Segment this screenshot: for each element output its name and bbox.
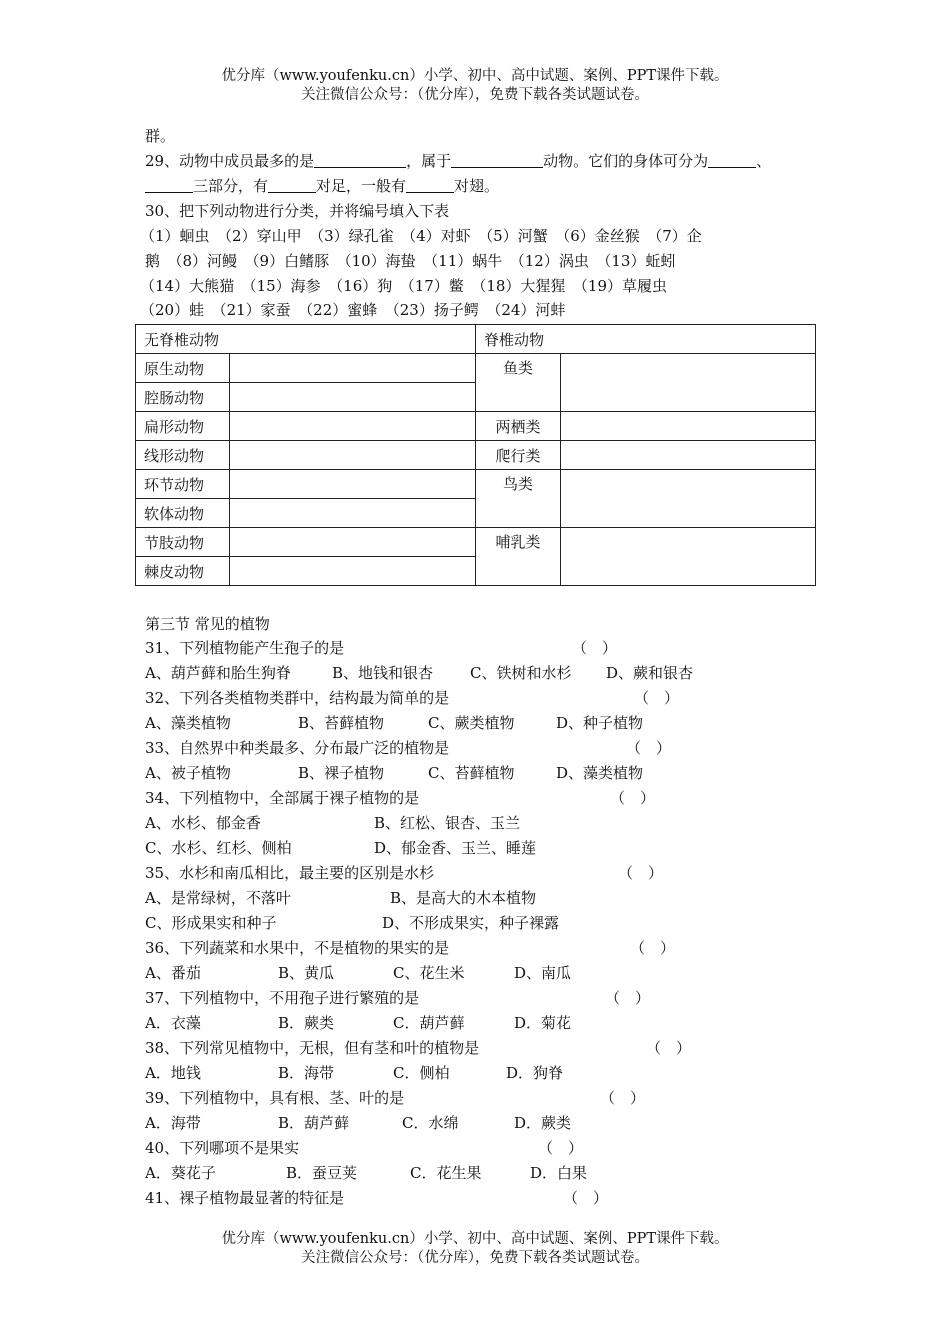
answer-paren[interactable]: （ ） <box>572 639 618 657</box>
option: D．白果 <box>530 1164 588 1182</box>
option: C、花生米 <box>393 964 465 982</box>
option: C、形成果实和种子 <box>145 914 277 932</box>
answer-paren[interactable]: （ ） <box>626 739 672 757</box>
page-footer <box>0 1230 950 1268</box>
q30-list-line-4: （20）蛙 （21）家蚕 （22）蜜蜂 （23）扬子鳄 （24）河蚌 <box>140 301 566 319</box>
q30-list-line-1: （1）蛔虫 （2）穿山甲 （3）绿孔雀 （4）对虾 （5）河蟹 （6）金丝猴 （7）企 <box>140 227 702 245</box>
answer-cell[interactable] <box>561 470 816 528</box>
answer-cell[interactable] <box>561 354 816 412</box>
option: D．蕨类 <box>514 1114 572 1132</box>
group-label: 棘皮动物 <box>136 557 230 586</box>
q29-blank-5[interactable] <box>268 177 316 193</box>
option: B．海带 <box>278 1064 335 1082</box>
option: D．菊花 <box>514 1014 572 1032</box>
q38-stem: 38、下列常见植物中，无根，但有茎和叶的植物是 <box>145 1039 480 1057</box>
table-row <box>136 528 816 557</box>
option: A、藻类植物 <box>145 714 231 732</box>
footer-line-1: 优分库（www.youfenku.cn）小学、初中、高中试题、案例、PPT课件下载。 <box>221 1231 729 1247</box>
q29-text-4: 、 <box>756 152 772 170</box>
answer-paren[interactable]: （ ） <box>634 689 680 707</box>
q41-stem: 41、裸子植物最显著的特征是 <box>145 1189 345 1207</box>
classification-table <box>135 324 816 586</box>
q29-blank-1[interactable] <box>314 152 406 168</box>
table-header-row <box>136 325 816 354</box>
option: D、不形成果实，种子裸露 <box>382 914 560 932</box>
option: B、地钱和银杏 <box>332 664 434 682</box>
answer-cell[interactable] <box>230 470 476 499</box>
option: B．葫芦藓 <box>278 1114 350 1132</box>
answer-paren[interactable]: （ ） <box>538 1139 584 1157</box>
group-label: 鸟类 <box>476 470 561 528</box>
page-header <box>0 67 950 105</box>
q37-stem: 37、下列植物中，不用孢子进行繁殖的是 <box>145 989 420 1007</box>
answer-paren[interactable]: （ ） <box>605 989 651 1007</box>
option: B、苔藓植物 <box>298 714 385 732</box>
option: C、铁树和水杉 <box>470 664 572 682</box>
option: B．蕨类 <box>278 1014 335 1032</box>
answer-cell[interactable] <box>561 441 816 470</box>
header-line-2: 关注微信公众号：（优分库），免费下载各类试题试卷。 <box>301 87 649 103</box>
option: C、苔藓植物 <box>428 764 515 782</box>
q29-text-5: 三部分，有 <box>193 177 269 195</box>
invertebrate-header: 无脊椎动物 <box>136 325 476 354</box>
group-label: 两栖类 <box>476 412 561 441</box>
q28-tail: 群。 <box>145 127 176 145</box>
answer-cell[interactable] <box>230 412 476 441</box>
q29-blank-3[interactable] <box>708 152 756 168</box>
option: B、裸子植物 <box>298 764 385 782</box>
answer-cell[interactable] <box>230 354 476 383</box>
option: A、是常绿树，不落叶 <box>145 889 291 907</box>
option: C．葫芦藓 <box>393 1014 465 1032</box>
group-label: 原生动物 <box>136 354 230 383</box>
answer-cell[interactable] <box>230 383 476 412</box>
table-row <box>136 441 816 470</box>
answer-paren[interactable]: （ ） <box>610 789 656 807</box>
option: B、红松、银杏、玉兰 <box>374 814 521 832</box>
option: D、南瓜 <box>514 964 572 982</box>
option: A、番茄 <box>145 964 201 982</box>
q35-stem: 35、水杉和南瓜相比，最主要的区别是水杉 <box>145 864 435 882</box>
table-row <box>136 470 816 499</box>
option: B、是高大的木本植物 <box>390 889 537 907</box>
q30-stem: 30、把下列动物进行分类，并将编号填入下表 <box>145 202 450 220</box>
q29-line-1 <box>145 151 771 171</box>
q29-line-2 <box>145 176 499 196</box>
option: A．地钱 <box>145 1064 201 1082</box>
option: C．花生果 <box>410 1164 482 1182</box>
q29-blank-4[interactable] <box>145 177 193 193</box>
q29-blank-6[interactable] <box>406 177 454 193</box>
option: D、藻类植物 <box>556 764 644 782</box>
header-line-1: 优分库（www.youfenku.cn）小学、初中、高中试题、案例、PPT课件下载。 <box>221 68 729 84</box>
group-label: 腔肠动物 <box>136 383 230 412</box>
q36-stem: 36、下列蔬菜和水果中，不是植物的果实的是 <box>145 939 450 957</box>
group-label: 环节动物 <box>136 470 230 499</box>
group-label: 鱼类 <box>476 354 561 412</box>
vertebrate-header: 脊椎动物 <box>476 325 816 354</box>
q29-text-3: 动物。它们的身体可分为 <box>543 152 709 170</box>
table-row <box>136 412 816 441</box>
group-label: 节肢动物 <box>136 528 230 557</box>
group-label: 扁形动物 <box>136 412 230 441</box>
option: C．水绵 <box>402 1114 459 1132</box>
option: D、蕨和银杏 <box>606 664 694 682</box>
q30-list-line-2: 鹅 （8）河鳗 （9）白鳍豚 （10）海蛰 （11）蜗牛 （12）涡虫 （13）蚯蚓 <box>145 252 676 270</box>
option: C、蕨类植物 <box>428 714 515 732</box>
option: C、水杉、红杉、侧柏 <box>145 839 292 857</box>
q34-stem: 34、下列植物中，全部属于裸子植物的是 <box>145 789 420 807</box>
q29-text-6: 对足，一般有 <box>316 177 407 195</box>
q31-stem: 31、下列植物能产生孢子的是 <box>145 639 345 657</box>
q29-text-2: ，属于 <box>406 152 452 170</box>
table-row <box>136 354 816 383</box>
q29-text-1: 29、动物中成员最多的是 <box>145 152 315 170</box>
q33-stem: 33、自然界中种类最多、分布最广泛的植物是 <box>145 739 450 757</box>
answer-paren[interactable]: （ ） <box>600 1089 646 1107</box>
q39-stem: 39、下列植物中，具有根、茎、叶的是 <box>145 1089 405 1107</box>
option: A．葵花子 <box>145 1164 216 1182</box>
q40-stem: 40、下列哪项不是果实 <box>145 1139 300 1157</box>
group-label: 软体动物 <box>136 499 230 528</box>
answer-paren[interactable]: （ ） <box>618 864 664 882</box>
answer-cell[interactable] <box>230 499 476 528</box>
group-label: 哺乳类 <box>476 528 561 586</box>
option: A、水杉、郁金香 <box>145 814 261 832</box>
option: A．衣藻 <box>145 1014 201 1032</box>
q32-stem: 32、下列各类植物类群中，结构最为简单的是 <box>145 689 450 707</box>
option: A、被子植物 <box>145 764 231 782</box>
group-label: 线形动物 <box>136 441 230 470</box>
option: D．狗脊 <box>506 1064 564 1082</box>
group-label: 爬行类 <box>476 441 561 470</box>
footer-line-2: 关注微信公众号：（优分库），免费下载各类试题试卷。 <box>301 1250 649 1266</box>
answer-paren[interactable]: （ ） <box>630 939 676 957</box>
option: D、郁金香、玉兰、睡莲 <box>374 839 537 857</box>
q30-list-line-3: （14）大熊猫 （15）海参 （16）狗 （17）鳖 （18）大猩猩 （19）草履虫 <box>140 277 668 295</box>
answer-cell[interactable] <box>230 528 476 557</box>
answer-cell[interactable] <box>230 557 476 586</box>
answer-paren[interactable]: （ ） <box>646 1039 692 1057</box>
section-title: 第三节 常见的植物 <box>145 615 270 633</box>
answer-cell[interactable] <box>230 441 476 470</box>
option: B、黄瓜 <box>278 964 335 982</box>
answer-cell[interactable] <box>561 528 816 586</box>
q29-blank-2[interactable] <box>451 152 543 168</box>
q29-text-7: 对翅。 <box>454 177 500 195</box>
answer-paren[interactable]: （ ） <box>563 1189 609 1207</box>
option: A．海带 <box>145 1114 201 1132</box>
option: C．侧柏 <box>393 1064 450 1082</box>
option: B．蚕豆荚 <box>286 1164 358 1182</box>
answer-cell[interactable] <box>561 412 816 441</box>
option: A、葫芦藓和胎生狗脊 <box>145 664 291 682</box>
option: D、种子植物 <box>556 714 644 732</box>
